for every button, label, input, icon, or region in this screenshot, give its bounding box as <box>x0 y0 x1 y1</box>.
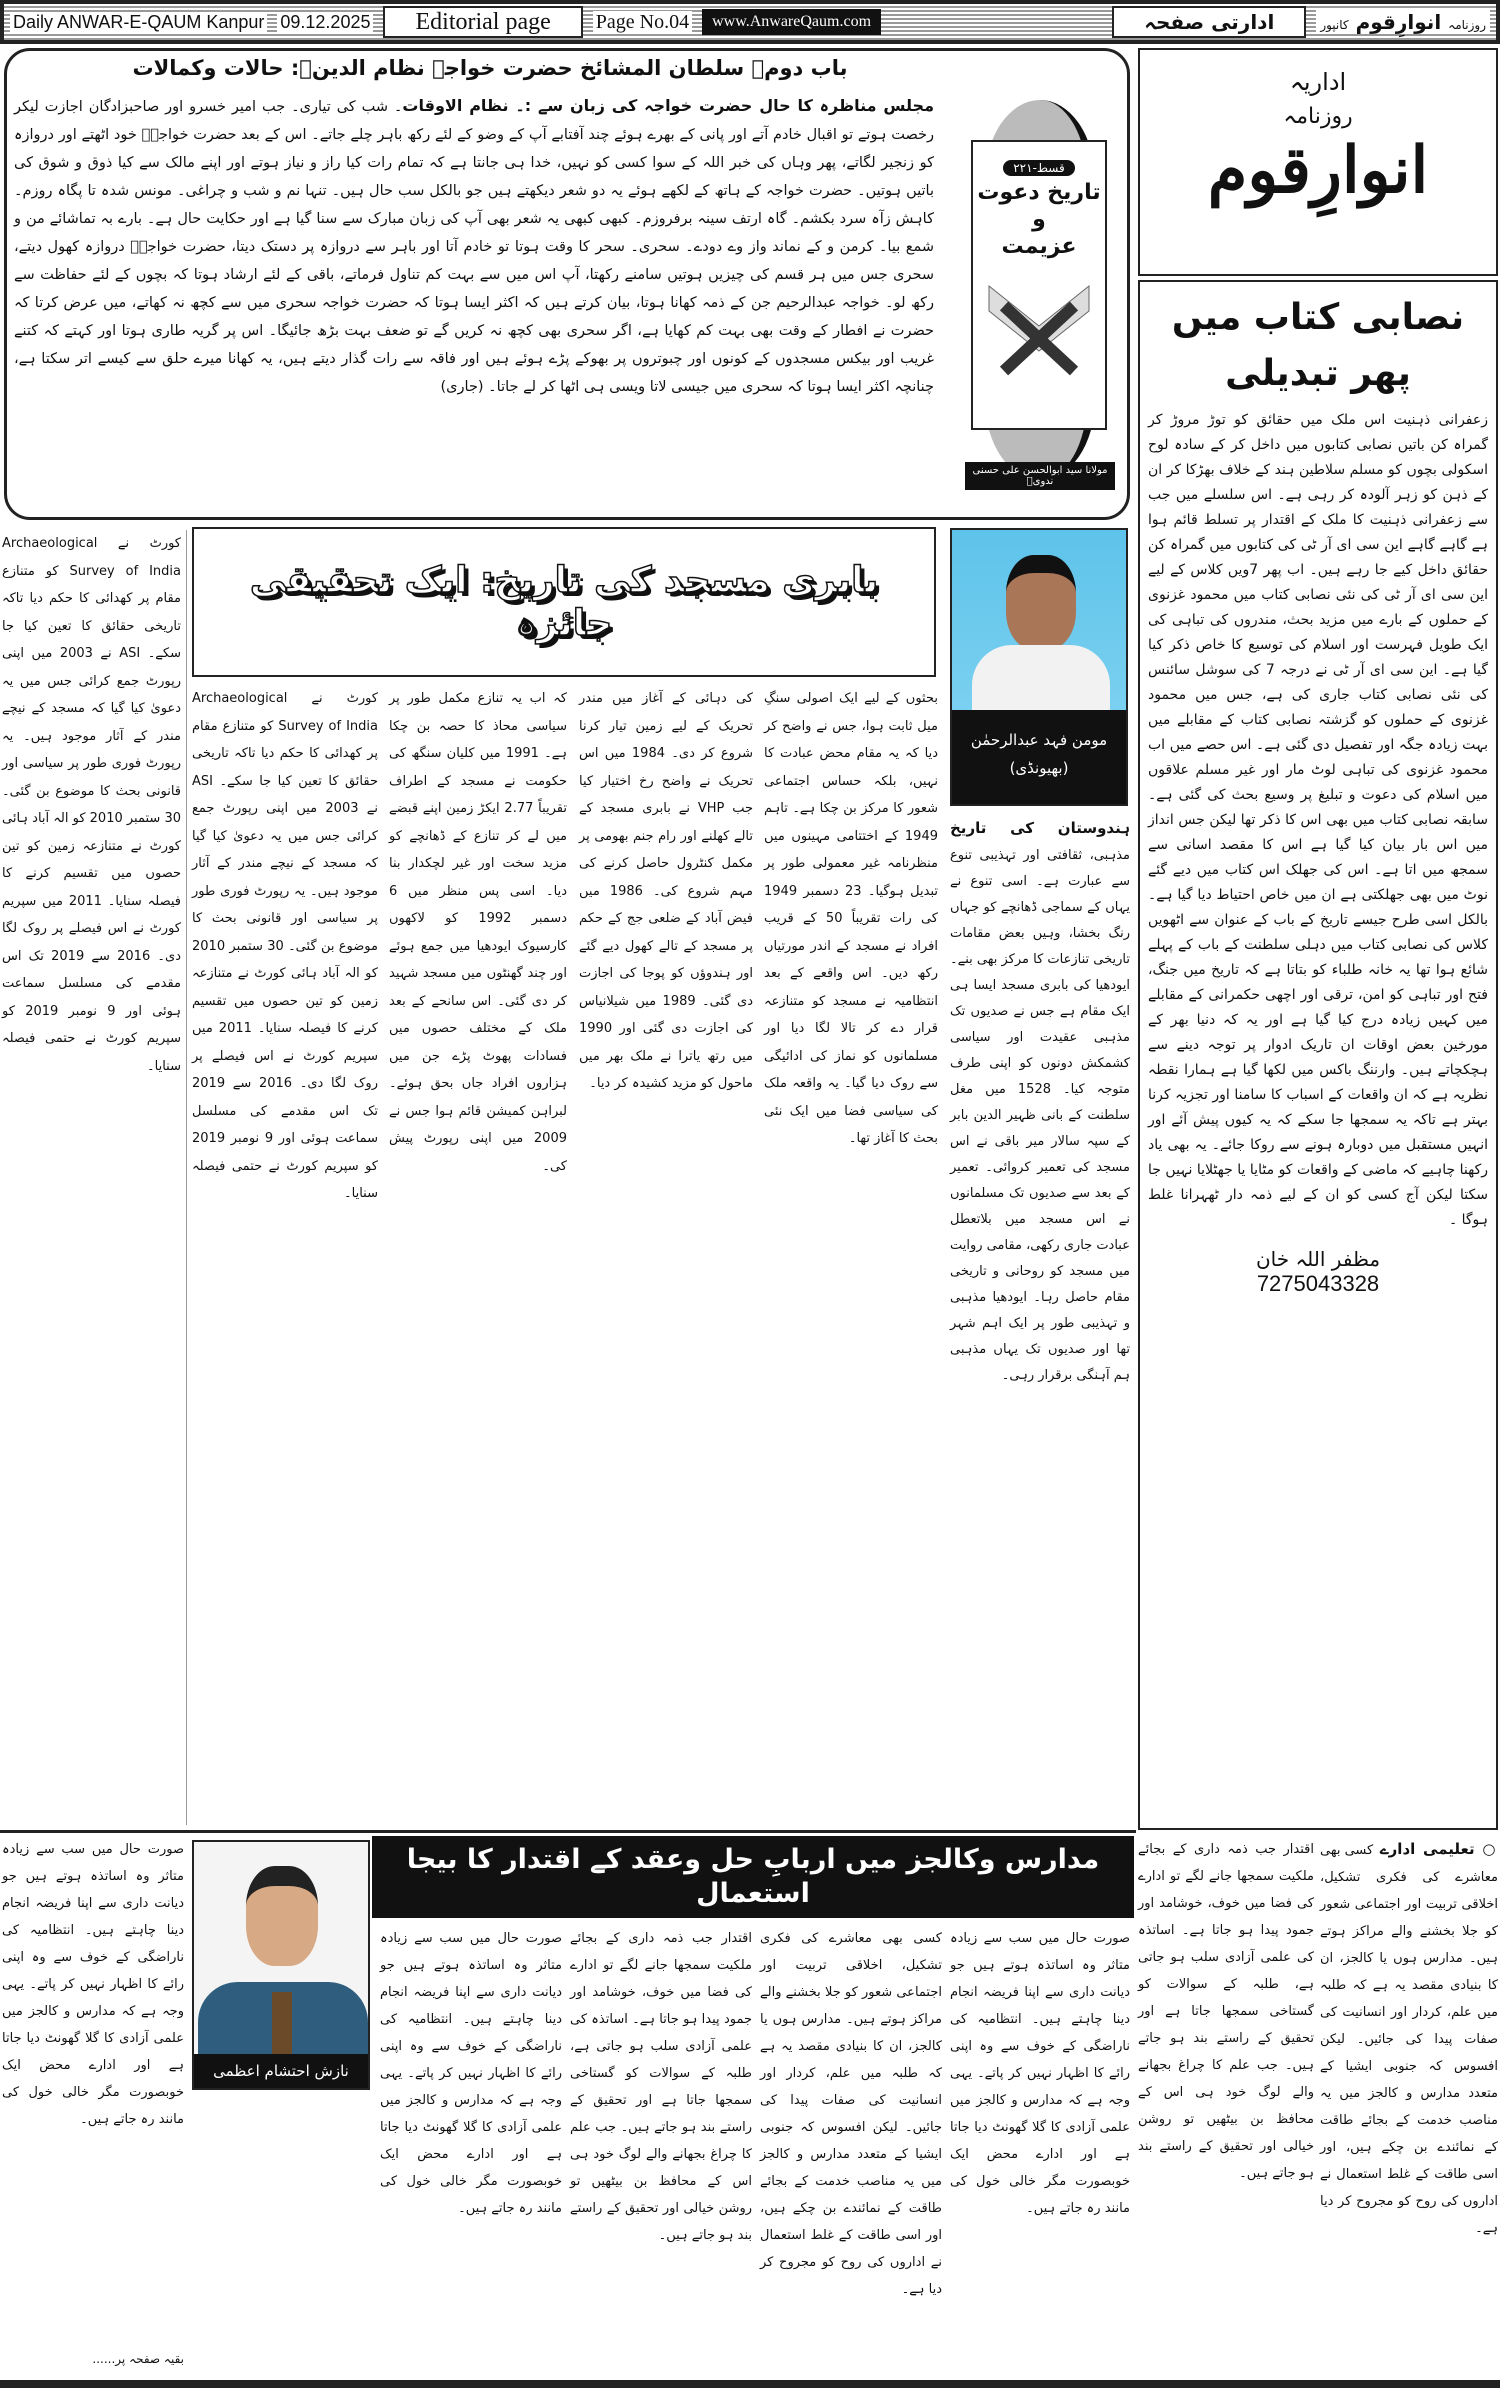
editorial-body: زعفرانی ذہنیت اس ملک میں حقائق کو توڑ مروڑ کر گمراہ کن باتیں نصابی کتابوں میں داخل کر کے سادہ لوح اسکولی بچوں کو مسلم سلاطین ہند کے خلاف بھڑکا کر ان کے ذہن کو زہر آلودہ کر رہی ہے۔ اس سلسلے میں جب سے زعفرانی ذہنیت کا ملک کے اقتدار پر تسلط قائم ہوا ہے گاہے گاہے این سی ای آر ٹی کی کتابوں میں گمراہ کن حقائق داخل کیے جا رہے ہیں۔ اب پھر 7ویں کلاس کے لیے این سی ای آر ٹی کی نئی نصابی کتاب میں محمود غزنوی کے حملوں کے بارے میں مزید بحث، مندروں کی تباہی کی ایک طویل فہرست اور اسلام کی توسیع کا خاص ذکر کیا گیا ہے۔ این سی ای آر ٹی نے درجہ 7 کی سوشل سائنس کی نئی نصابی کتاب جاری کی ہے، جس میں محمود غزنوی کے حملوں کو گزشتہ نصابی کتاب کے مقابلے میں بہت زیادہ جگہ اور تفصیل دی گئی ہے۔ اس حصے میں اب محمود غزنوی کی تباہی لوٹ مار اور غیر مسلم علاقوں میں اسلام کی دعوت و تبلیغ پر وسیع بحث کی گئی ہے۔ سابقہ نصابی کتاب میں بھی اس کا ذکر تھا لیکن جس انداز میں اس بار بیان کیا گیا ہے اس کا مقصد اسانی سے سمجھ میں اتا ہے۔ اس کی جھلک اس کتاب میں دیے گئے نوٹ میں بھی جھلکتی ہے ان میں خاص احتیاط دیا گیا ہے۔ بالکل اسی طرح جیسے تاریخ کے باب کے عنوان سے اٹھویں کلاس کی نصابی کتاب میں دہلی سلطنت کے باب کے پہلے شائع ہوا تھا یہ خانہ طلباء کو بتاتا ہے کہ تاریخ میں جنگ، فتح اور تباہی کو امن، ترقی اور اچھی حکمرانی کے مقابلے میں کہیں زیادہ درج کیا گیا ہے اور یہ کہ دنیا بھر کے مورخین بعض اوقات ان تاریک ادوار پر توجہ دینے سے ہچکچاتے ہیں۔ وارننگ باکس میں لکھا گیا ہے ہمارا نقطہ نظریہ ہے کہ ان واقعات کے اسباب کا سامنا اور تجزیہ کرنا بہتر ہے تاکہ یہ سمجھا جا سکے کہ یہ کیوں پیش آئے اور انہیں مستقبل میں دوبارہ ہونے سے روکا جائے۔ یہ بھی یاد رکھنا چاہیے کہ ماضی کے واقعات کو مٹایا یا جھٹلایا نہیں جا سکتا لیکن آج کسی کو ان کے لیے ذمہ دار ٹھہرانا غلط ہوگا ۔ <box>1148 412 1488 1228</box>
photo-head <box>246 1866 318 1966</box>
column-rule <box>186 530 187 1825</box>
section-divider <box>0 1830 1136 1833</box>
daily-label: روزنامہ <box>1283 104 1353 129</box>
paper-logo: انوارِقوم <box>1207 133 1429 208</box>
babri-column-2 <box>760 685 938 1153</box>
madaris-paragraph: صورت حال میں سب سے زیادہ متاثر وہ اساتذہ ہوتے ہیں جو دیانت داری سے اپنا فریضہ انجام دینا چاہتے ہیں۔ انتظامیہ کی ناراضگی کے خوف سے وہ اپنی رائے کا اظہار نہیں کر پاتے۔ یہی وجہ ہے کہ مدارس و کالجز میں علمی آزادی کا گلا گھونٹ دیا جاتا ہے اور ادارے محض ایک خوبصورت مگر خالی خول کی مانند رہ جاتے ہیں۔ <box>2 1842 184 2127</box>
website-link[interactable]: www.AnwareQaum.com <box>702 9 881 35</box>
serial-badge <box>965 100 1115 500</box>
serial-body <box>14 92 934 401</box>
babri-paragraph: مذہبی، ثقافتی اور تہذیبی تنوع سے عبارت ہے۔ اسی تنوع نے یہاں کے سماجی ڈھانچے کو جہاں رنگ بخشا، وہیں بعض مقامات تاریخی تنازعات کا مرکز بھی بنے۔ ایودھیا کی بابری مسجد ایسا ہی ایک مقام ہے جس نے صدیوں تک مذہبی عقیدت اور سیاسی کشمکش دونوں کو اپنی طرف متوجہ کیا۔ 1528 میں مغل سلطنت کے بانی ظہیر الدین بابر کے سپہ سالار میر باقی نے اس مسجد کی تعمیر کروائی۔ تعمیر کے بعد سے صدیوں تک مسلمانوں نے اس مسجد میں بلاتعطل عبادت جاری رکھی، مقامی روایت میں مسجد کو روحانی و تاریخی مقام حاصل رہا۔ ایودھیا مذہبی و تہذیبی طور پر ایک اہم شہر تھا اور صدیوں تک یہاں مذہبی ہم آہنگی برقرار رہی۔ <box>950 848 1130 1383</box>
babri-paragraph: بحثوں کے لیے ایک اصولی سنگِ میل ثابت ہوا، جس نے واضح کر دیا کہ یہ مقام محض عبادت کا نہیں، بلکہ حساس اجتماعی شعور کا مرکز بن چکا ہے۔ تاہم 1949 کے اختتامی مہینوں میں منظرنامہ غیر معمولی طور پر تبدیل ہوگیا۔ 23 دسمبر 1949 کی رات تقریباً 50 کے قریب افراد نے مسجد کے اندر مورتیاں رکھ دیں۔ اس واقعے کے بعد انتظامیہ نے مسجد کو متنازعہ قرار دے کر تالا لگا دیا اور مسلمانوں کو نماز کی ادائیگی سے روک دیا گیا۔ یہ واقعہ ملک کی سیاسی فضا میں ایک نئی بحث کا آغاز تھا۔ <box>764 691 938 1146</box>
serial-author: مولانا سید ابوالحسن علی حسنی ندویؒ <box>965 462 1115 490</box>
madaris-paragraph: اقتدار جب ذمہ داری کے بجائے ملکیت سمجھا جانے لگے تو ادارے کی فضا میں خوف، خوشامد اور جمود پیدا ہو جاتا ہے۔ اساتذہ کی علمی آزادی سلب ہو جاتی ہے، طلبہ کے سوالات کو گستاخی سمجھا جاتا ہے اور تحقیق کے راستے بند ہو جاتے ہیں۔ جب علم کا چراغ بجھانے والے لوگ خود ہی اس کے محافظ بن بیٹھیں تو روشن خیالی اور تحقیق کے راستے بند ہو جاتے ہیں۔ <box>570 1931 752 2243</box>
madaris-column-5 <box>570 1925 752 2249</box>
madaris-column-4 <box>760 1925 942 2303</box>
author-photo <box>194 1842 368 2054</box>
madaris-paragraph: کسی بھی معاشرے کی فکری تشکیل، اخلاقی تربیت اور اجتماعی شعور کو جلا بخشنے والے مراکز ہوتے ہیں۔ مدارس ہوں یا کالجز، ان کا بنیادی مقصد یہ ہے کہ طلبہ میں علم، کردار اور انسانیت کی صفات پیدا کی جائیں۔ لیکن افسوس کہ جنوبی ایشیا کے متعدد مدارس و کالجز میں یہ مناصب خدمت کے بجائے طاقت کے نمائندے بن چکے ہیں، اور اسی طاقت کے غلط استعمال نے اداروں کی روح کو مجروح کر دیا ہے۔ <box>1320 1843 1498 2236</box>
madaris-column-6 <box>380 1925 562 2222</box>
masthead-prefix: روزنامہ <box>1448 18 1486 32</box>
footer-rule <box>0 2380 1500 2388</box>
madaris-column-2 <box>1138 1836 1314 2187</box>
section-label-ur: ادارتی صفحہ <box>1112 6 1306 38</box>
madaris-paragraph: کسی بھی معاشرے کی فکری تشکیل، اخلاقی تربیت اور اجتماعی شعور کو جلا بخشنے والے مراکز ہوتے ہیں۔ مدارس ہوں یا کالجز، ان کا بنیادی مقصد یہ ہے کہ طلبہ میں علم، کردار اور انسانیت کی صفات پیدا کی جائیں۔ لیکن افسوس کہ جنوبی ایشیا کے متعدد مدارس و کالجز میں یہ مناصب خدمت کے بجائے طاقت کے نمائندے بن چکے ہیں، اور اسی طاقت کے غلط استعمال نے اداروں کی روح کو مجروح کر دیا ہے۔ <box>760 1931 942 2297</box>
editorial-column <box>1138 280 1498 1830</box>
continued-on-page: بقیہ صفحہ پر...... <box>92 2352 184 2366</box>
madaris-column-1 <box>1320 1836 1498 2242</box>
quran-stand-icon <box>979 266 1099 376</box>
babri-column-1 <box>950 815 1130 1389</box>
issue-date: 09.12.2025 <box>277 12 373 33</box>
photo-shirt <box>972 645 1110 710</box>
madaris-column-8 <box>2 1836 184 2133</box>
babri-title-box <box>192 527 936 677</box>
babri-author-city: (بھیونڈی) <box>1009 759 1069 777</box>
badge-title-1: تاریخ دعوت <box>977 180 1101 205</box>
masthead-name: انوارِقوم <box>1355 10 1442 34</box>
babri-column-5 <box>192 685 378 1208</box>
babri-title: بابری مسجد کی تاریخ: ایک تحقیقی جائزہ <box>249 559 879 644</box>
editorial-label: اداریہ <box>1289 68 1347 96</box>
badge-title-2: و <box>1032 207 1046 232</box>
continued-label: (جاری) <box>440 379 484 395</box>
madaris-author-photo <box>192 1840 370 2090</box>
masthead-logo <box>1316 10 1490 34</box>
editorial-masthead-box <box>1138 48 1498 276</box>
babri-author-photo <box>950 528 1128 806</box>
babri-paragraph: کورٹ نے Archaeological Survey of India کو متنازع مقام پر کھدائی کا حکم دیا تاکہ تاریخی حقائق کا تعین کیا جا سکے۔ ASI نے 2003 میں اپنی رپورٹ جمع کرائی جس میں یہ دعویٰ کیا گیا کہ مسجد کے نیچے مندر کے آثار موجود ہیں۔ یہ رپورٹ فوری طور پر سیاسی اور قانونی بحث کا موضوع بن گئی۔ 30 ستمبر 2010 کو الہ آباد ہائی کورٹ نے متنازعہ زمین کو تین حصوں میں تقسیم کرنے کا فیصلہ سنایا۔ 2011 میں سپریم کورٹ نے اس فیصلے پر روک لگا دی۔ 2016 سے 2019 تک اس مقدمے کی مسلسل سماعت ہوئی اور 9 نومبر 2019 کو سپریم کورٹ نے حتمی فیصلہ سنایا۔ <box>192 691 379 1201</box>
masthead-bar <box>0 0 1500 44</box>
editorial-author: مظفر اللہ خان <box>1255 1247 1381 1271</box>
madaris-lead: ○ تعلیمی ادارے <box>1379 1840 1498 1858</box>
madaris-paragraph: صورت حال میں سب سے زیادہ متاثر وہ اساتذہ ہوتے ہیں جو دیانت داری سے اپنا فریضہ انجام دینا چاہتے ہیں۔ انتظامیہ کی ناراضگی کے خوف سے وہ اپنی رائے کا اظہار نہیں کر پاتے۔ یہی وجہ ہے کہ مدارس و کالجز میں علمی آزادی کا گلا گھونٹ دیا جاتا ہے اور ادارے محض ایک خوبصورت مگر خالی خول کی مانند رہ جاتے ہیں۔ <box>950 1931 1130 2216</box>
author-photo <box>952 530 1126 710</box>
serial-lead: مجلس مناظرہ کا حال حضرت خواجہ کی زبان سے :۔ نظام الاوقات <box>402 96 934 115</box>
babri-paragraph: کہ اب یہ تنازع مکمل طور پر سیاسی محاذ کا حصہ بن چکا ہے۔ 1991 میں کلیان سنگھ کی حکومت نے مسجد کے اطراف تقریباً 2.77 ایکڑ زمین اپنے قبضے میں لے کر تنازع کے ڈھانچے کو مزید سخت اور غیر لچکدار بنا دیا۔ اسی پس منظر میں 6 دسمبر 1992 کو لاکھوں کارسیوک ایودھیا میں جمع ہوئے اور چند گھنٹوں میں مسجد شہید کر دی گئی۔ اس سانحے کے بعد ملک کے مختلف حصوں میں فسادات پھوٹ پڑے جن میں ہزاروں افراد جاں بحق ہوئے۔ لبراہن کمیشن قائم ہوا جس نے 2009 میں اپنی رپورٹ پیش کی۔ <box>389 691 568 1174</box>
photo-tie <box>272 1992 292 2054</box>
serial-chapter-title: باب دوم۔ سلطان المشائخ حضرت خواجہ نظام الدینؒ: حالات وکمالات <box>132 56 848 80</box>
madaris-lead-text: تعلیمی ادارے <box>1379 1840 1475 1858</box>
babri-author-name: مومن فہد عبدالرحمٰن <box>970 731 1108 749</box>
masthead-city: کانپور <box>1320 18 1349 32</box>
editorial-phone: 7275043328 <box>1256 1271 1380 1296</box>
madaris-paragraph: صورت حال میں سب سے زیادہ متاثر وہ اساتذہ ہوتے ہیں جو دیانت داری سے اپنا فریضہ انجام دینا چاہتے ہیں۔ انتظامیہ کی ناراضگی کے خوف سے وہ اپنی رائے کا اظہار نہیں کر پاتے۔ یہی وجہ ہے کہ مدارس و کالجز میں علمی آزادی کا گلا گھونٹ دیا جاتا ہے اور ادارے محض ایک خوبصورت مگر خالی خول کی مانند رہ جاتے ہیں۔ <box>380 1931 562 2216</box>
babri-column-6 <box>2 530 184 1080</box>
page-number: Page No.04 <box>593 11 692 34</box>
babri-paragraph: کورٹ نے Archaeological Survey of India کو متنازع مقام پر کھدائی کا حکم دیا تاکہ تاریخی حقائق کا تعین کیا جا سکے۔ ASI نے 2003 میں اپنی رپورٹ جمع کرائی جس میں یہ دعویٰ کیا گیا کہ مسجد کے نیچے مندر کے آثار موجود ہیں۔ یہ رپورٹ فوری طور پر سیاسی اور قانونی بحث کا موضوع بن گئی۔ 30 ستمبر 2010 کو الہ آباد ہائی کورٹ نے متنازعہ زمین کو تین حصوں میں تقسیم کرنے کا فیصلہ سنایا۔ 2011 میں سپریم کورٹ نے اس فیصلے پر روک لگا دی۔ 2016 سے 2019 تک اس مقدمے کی مسلسل سماعت ہوئی اور 9 نومبر 2019 کو سپریم کورٹ نے حتمی فیصلہ سنایا۔ <box>2 536 181 1074</box>
madaris-author-name: نازش احتشام اعظمی <box>194 2054 368 2088</box>
paper-name: Daily ANWAR-E-QAUM Kanpur <box>10 12 267 33</box>
badge-panel <box>971 140 1107 430</box>
badge-title-3: عزیمت <box>1001 234 1077 259</box>
babri-column-4 <box>385 685 567 1180</box>
episode-badge: قسط-۲۲۱ <box>1003 160 1075 176</box>
serial-text: ۔ شب کی تیاری۔ جب امیر خسرو اور صاحبزادگان اجازت لیکر رخصت ہوتے تو اقبال خادم آتے اور پانی کے بھرے ہوئے چند آفتابے آپ کے وضو کے لئے رکھ باہر چلے جاتے۔ اس کے بعد حضرت خواجہؒ خود اٹھتے اور دروازہ کو زنجیر لگاتے، پھر وہاں کی خبر اللہ کے سوا کسی کو نہیں، خدا ہی جانتا ہے کہ تمام رات کیا راز و نیاز ہوتے اور اپنے مالک سے کیا ذوق و شوق کی باتیں ہوتیں۔ حضرت خواجہ کے ہاتھ کے لکھے ہوئے یہ دو شعر دیکھتے ہیں جو بالکل سب حال ہیں۔ تنہا نم و شب و چراغی۔ مونس شدہ تا پگاہ روزم۔ کاہش زآہ سرد بکشم۔ گاہ ارتف سینہ برفروزم۔ کبھی کبھی یہ شعر بھی آپ کی زبان مبارک سے سنا گیا ہے اور حکایت حال ہے۔ بارے بہ تماشائے من و شمع بیا۔ کرمن و کے نماند واز وے دودے۔ سحری۔ سحر کا وقت ہوتا تو خادم آتا اور باہر سے دروازہ پر دستک دیتا، حضرت خواجہؒ دروازہ کھول دیتے، سحری جس میں ہر قسم کی چیزیں ہوتیں سامنے رکھتا، آپ اس میں سے بہت کم تناول فرماتے، باقی کے لئے ارشاد ہوتا کہ بچوں کے لئے حفاظت سے رکھ لو۔ خواجہ عبدالرحیم جن کے ذمہ کھانا ہوتا، بیان کرتے ہیں کہ اکثر ایسا ہوتا کہ حضرت خواجہ سحری میں سے کچھ نہ کھاتے، میں عرض کرتا کہ حضرت نے افطار کے وقت بھی بہت کم کھایا ہے، اگر سحری بھی کچھ نہ کریں گے تو ضعف بہت بڑھ جائیگا۔ اس پر گریہ طاری ہوتا اور کہتے کہ کتنے غریب اور بیکس مسجدوں کے کونوں اور چبوتروں پر بھوکے پڑے ہوئے ہیں اور فاقہ سے رات گذار دیتے ہیں، یہ کھانا میرے حلق سے کیسے اتر سکتا ہے، چنانچہ اکثر ایسا ہوتا کہ سحری میں جیسی لاتا ویسی ہی اٹھا کر لے جاتا۔ <box>14 99 934 395</box>
babri-column-3 <box>575 685 753 1098</box>
photo-head <box>1006 555 1076 650</box>
madaris-column-3 <box>950 1925 1130 2222</box>
babri-lead: ہندوستان کی تاریخ <box>950 819 1130 837</box>
babri-author-caption <box>952 710 1126 804</box>
section-label-en: Editorial page <box>383 6 582 38</box>
babri-paragraph: کی دہائی کے آغاز میں مندر تحریک کے لیے زمین تیار کرنا شروع کر دی۔ 1984 میں اس تحریک نے واضح رخ اختیار کیا جب VHP نے بابری مسجد کے تالے کھلنے اور رام جنم بھومی پر مکمل کنٹرول حاصل کرنے کی مہم شروع کی۔ 1986 میں فیض آباد کے ضلعی جج کے حکم پر مسجد کے تالے کھول دیے گئے اور ہندوؤں کو پوجا کی اجازت دی گئی۔ 1989 میں شیلانیاس کی اجازت دی گئی اور 1990 میں رتھ یاترا نے ملک بھر میں ماحول کو مزید کشیدہ کر دیا۔ <box>579 691 753 1091</box>
madaris-title: مدارس وکالجز میں اربابِ حل وعقد کے اقتدار کا بیجا استعمال <box>372 1836 1134 1918</box>
editorial-title: نصابی کتاب میں پھر تبدیلی <box>1171 297 1465 394</box>
madaris-paragraph: اقتدار جب ذمہ داری کے بجائے ملکیت سمجھا جانے لگے تو ادارے کی فضا میں خوف، خوشامد اور جمود پیدا ہو جاتا ہے۔ اساتذہ کی علمی آزادی سلب ہو جاتی ہے، طلبہ کے سوالات کو گستاخی سمجھا جاتا ہے اور تحقیق کے راستے بند ہو جاتے ہیں۔ جب علم کا چراغ بجھانے والے لوگ خود ہی اس کے محافظ بن بیٹھیں تو روشن خیالی اور تحقیق کے راستے بند ہو جاتے ہیں۔ <box>1138 1842 1314 2181</box>
